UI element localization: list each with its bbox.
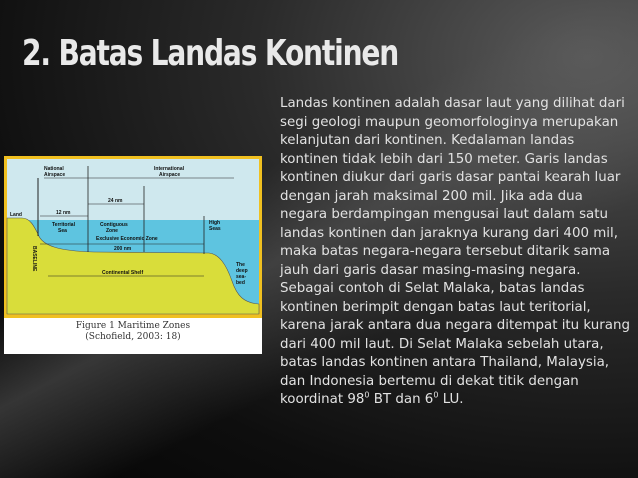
label-territorial: Territorial bbox=[52, 222, 75, 228]
label-international: International bbox=[154, 166, 185, 172]
caption-line-2: (Schofield, 2003: 18) bbox=[85, 332, 181, 342]
body-paragraph bbox=[280, 95, 630, 410]
maritime-zones-diagram bbox=[4, 156, 262, 318]
paragraph-mid: BT dan 6 bbox=[369, 392, 434, 407]
paragraph-main: Landas kontinen adalah dasar laut yang dilihat dari segi geologi maupun geomorfologinya merupakan kelanjutan dari kontinen. Kedalaman landas kontinen tidak lebih dari 150 meter. Garis landas kontinen diukur dari garis dasar pantai kearah luar dengan jarah maksimal 200 mil. Jika ada dua negara berdampingan mengusai laut dalam satu landas kontinen dan jaraknya kurang dari 400 mil, maka batas negara-negara tersebut ditarik sama jauh dari garis dasar masing-masing negara. Sebagai contoh di Selat Malaka, batas landas kontinen berimpit dengan batas laut teritorial, karena jarak antara dua negara ditempat itu kurang dari 400 mil laut. Di Selat Malaka sebelah utara, batas landas kontinen antara Thailand, Malaysia, dan Indonesia bertemu di dekat titik dengan koordinat 98 bbox=[280, 96, 630, 407]
label-zone: Zone bbox=[106, 228, 118, 234]
degree-sup-1: 0 bbox=[364, 390, 370, 400]
label-sea: Sea bbox=[58, 228, 67, 234]
label-nm200: 200 nm bbox=[114, 246, 132, 252]
figure-caption bbox=[4, 321, 262, 343]
label-nm12: 12 nm bbox=[56, 210, 71, 216]
maritime-zones-figure bbox=[4, 156, 262, 354]
label-national: National bbox=[44, 166, 64, 172]
label-continental-shelf: Continental Shelf bbox=[102, 270, 144, 276]
label-deep-3: sea- bbox=[236, 274, 247, 280]
label-contiguous: Contiguous bbox=[100, 222, 128, 228]
label-seas: Seas bbox=[209, 226, 221, 232]
caption-line-1: Figure 1 Maritime Zones bbox=[75, 321, 191, 331]
label-high: High bbox=[209, 220, 221, 226]
label-deep-2: deep bbox=[236, 268, 248, 274]
label-deep-1: The bbox=[236, 262, 245, 268]
label-airspace: Airspace bbox=[44, 172, 66, 178]
paragraph-end: LU. bbox=[438, 392, 464, 407]
label-deep-4: bed bbox=[236, 280, 245, 286]
label-airspace-2: Airspace bbox=[159, 172, 181, 178]
label-nm24: 24 nm bbox=[108, 198, 123, 204]
slide-title: 2. Batas Landas Kontinen bbox=[22, 33, 399, 74]
label-land: Land bbox=[10, 212, 22, 218]
degree-sup-2: 0 bbox=[433, 390, 439, 400]
label-baseline: BASELINE bbox=[31, 246, 37, 272]
label-eez: Exclusive Economic Zone bbox=[96, 236, 158, 242]
